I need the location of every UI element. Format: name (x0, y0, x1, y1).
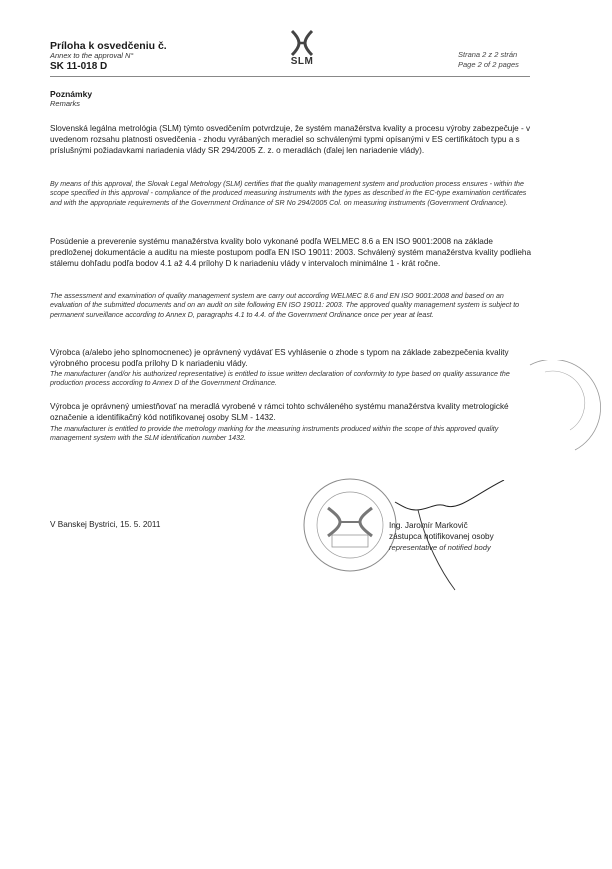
remarks-subtitle: Remarks (50, 99, 81, 108)
paragraph-sk-3: Výrobca (a/alebo jeho splnomocnenec) je oprávnený vydávať ES vyhlásenie o zhode s typom na základe zabezpečenia kvality výrobného procesu podľa prílohy D k nariadeniu vlády. (50, 348, 509, 368)
annex-title-en: Annex to the approval N° (50, 51, 134, 61)
certificate-code: SK 11-018 D (50, 60, 108, 72)
page-number-sk: Strana 2 z 2 strán (458, 50, 518, 59)
paragraph-en-3: The manufacturer (and/or his authorized representative) is entitled to issue written declaration of conformity to type based on quality assurance the production process according to Annex D of the Government Ordinance. (50, 370, 510, 388)
paragraph-sk-2: Posúdenie a preverenie systému manažérstva kvality bolo vykonané podľa WELMEC 8.6 a EN ISO 9001:2008 na základe predloženej dokumentácie a auditu na mieste postupom podľa EN ISO 19011: 2003. Schválený systém manažérstva kvality podlieha stálemu dohľadu podľa bodov 4.1 až 4.4 prílohy D k nariadeniu vlády v intervaloch minimálne 1 - krát ročne. (50, 237, 532, 268)
slm-logo (277, 28, 327, 67)
page-number-en: Page 2 of 2 pages (458, 59, 519, 69)
signatory-block (389, 520, 494, 553)
paragraph-en-1: By means of this approval, the Slovak Legal Metrology (SLM) certifies that the quality management system and production process ensures - within the scope specified in this approval - compliance of the produced measuring instruments with the types as described in the EC-type examination certificates and with the appropriate requirements of the Government Ordinance of SR No 294/2005 Col. on measuring instruments (Government Ordinance). (50, 180, 527, 207)
signer-role-sk: zástupca notifikovanej osoby (389, 532, 494, 541)
paragraph-en-2: The assessment and examination of quality management system are carry out according WELMEC 8.6 and EN ISO 9001:2008 and based on an evaluation of the submitted documents and on an audit on site following EN ISO 19011: 2003. The approved quality management system is subject to permanent surveillance according to Annex D, paragraphs 4.1 to 4.4. of the Government Ordinance once per year at least. (50, 292, 520, 319)
signer-name: Ing. Jaromír Markovič (389, 521, 468, 530)
partial-stamp (520, 360, 612, 465)
partial-stamp-seal (520, 360, 612, 460)
slm-emblem-icon (287, 28, 317, 58)
logo-label: SLM (290, 56, 314, 67)
signer-role-en: representative of notified body (389, 543, 491, 552)
header-divider (50, 76, 530, 77)
header-left (50, 40, 167, 72)
paragraph-sk-1: Slovenská legálna metrológia (SLM) týmto osvedčením potvrdzuje, že systém manažérstva kvality a procesu výroby zabezpečuje - v uvedenom rozsahu platnosti osvedčenia - zhodu vyrábaných meradiel so schválenými typmi opísanými v ES certifikátoch typu a s príslušnými požiadavkami nariadenia vlády SR 294/2005 Z. z. o meradlách (ďalej len nariadenie vlády). (50, 124, 531, 155)
paragraph-sk-4: Výrobca je oprávnený umiestňovať na meradlá vyrobené v rámci tohto schváleného systému manažérstva kvality metrologické označenie a identifikačný kód notifikovanej osoby SLM - 1432. (50, 402, 509, 422)
paragraph-en-4: The manufacturer is entitled to provide the metrology marking for the measuring instruments produced within the scope of this approved quality management system with the SLM identification number 1432. (50, 425, 499, 443)
remarks-title: Poznámky (50, 89, 93, 99)
page-info (458, 50, 519, 70)
issue-date: V Banskej Bystrici, 15. 5. 2011 (50, 520, 161, 529)
annex-title: Príloha k osvedčeniu č. (50, 40, 167, 52)
